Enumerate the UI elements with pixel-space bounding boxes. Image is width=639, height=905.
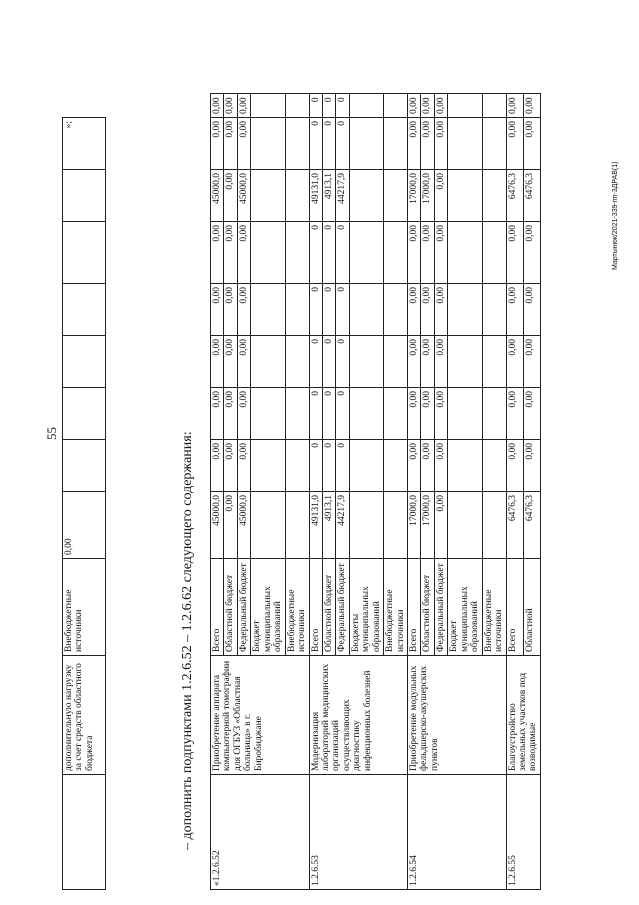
value-cell bbox=[251, 222, 285, 284]
value-cell bbox=[349, 492, 383, 559]
value-cell: 4913,1 bbox=[322, 170, 335, 222]
value-cell: 0 bbox=[309, 222, 322, 284]
source-label: Областной бюджет bbox=[322, 559, 335, 656]
value-cell: 49131,0 bbox=[309, 492, 322, 559]
value-cell: 6476,3 bbox=[523, 492, 540, 559]
value-cell bbox=[448, 222, 482, 284]
page-number: 55 bbox=[44, 427, 59, 440]
value-cell: 0 bbox=[322, 388, 335, 440]
value-cell bbox=[384, 222, 408, 284]
source-label: Областной bbox=[523, 559, 540, 656]
main-table bbox=[210, 93, 541, 890]
value-cell: 0,00 bbox=[211, 336, 224, 388]
value-cell: 0,00 bbox=[434, 118, 447, 170]
value-cell bbox=[482, 170, 506, 222]
value-cell: 6476,3 bbox=[506, 170, 523, 222]
table-row bbox=[506, 94, 523, 890]
value-cell: 0 bbox=[322, 284, 335, 336]
value-cell bbox=[384, 336, 408, 388]
value-cell: 0 bbox=[309, 118, 322, 170]
value-cell: 0,00 bbox=[237, 118, 250, 170]
value-cell: 0,00 bbox=[434, 492, 447, 559]
table-row bbox=[408, 94, 421, 890]
value-cell bbox=[349, 94, 383, 118]
top-table bbox=[62, 117, 106, 890]
value-cell bbox=[349, 440, 383, 492]
source-label: Бюджеты муниципальных образований bbox=[349, 559, 383, 656]
value-cell: 0,00 bbox=[523, 440, 540, 492]
value-cell: 0,00 bbox=[523, 94, 540, 118]
value-cell bbox=[448, 170, 482, 222]
rotated-page bbox=[62, 40, 582, 890]
value-cell: 0 bbox=[309, 94, 322, 118]
row-name: Модернизация лабораторий медицинских организаций осуществляющих диагностику инфекционных болезней bbox=[309, 656, 408, 775]
value-cell bbox=[349, 170, 383, 222]
value-cell bbox=[285, 118, 309, 170]
value-cell bbox=[384, 118, 408, 170]
top-row-source: Внебюджетные источники bbox=[63, 559, 106, 656]
source-label: Бюджет муниципальных образований bbox=[251, 559, 285, 656]
value-cell bbox=[251, 170, 285, 222]
source-label: Федеральный бюджет bbox=[336, 559, 349, 656]
value-cell bbox=[448, 336, 482, 388]
value-cell: 0,00 bbox=[224, 336, 237, 388]
source-label: Всего bbox=[211, 559, 224, 656]
value-cell: 0,00 bbox=[421, 94, 434, 118]
value-cell bbox=[482, 94, 506, 118]
footer-code: Мартынюк/2021-339-пп-3ДРАВ(1) bbox=[612, 161, 619, 270]
value-cell: 0,00 bbox=[421, 222, 434, 284]
row-id: «1.2.6.52 bbox=[211, 775, 310, 890]
value-cell bbox=[384, 170, 408, 222]
row-name: Приобретение аппарата компьютерной томографии для ОГБУЗ «Областная больница» в г. Биробиджане bbox=[211, 656, 310, 775]
row-name: Приобретение модульных фельдшерско-акушерских пунктов bbox=[408, 656, 507, 775]
value-cell bbox=[482, 336, 506, 388]
value-cell: 6476,3 bbox=[523, 170, 540, 222]
value-cell: 0,00 bbox=[408, 222, 421, 284]
value-cell: 0,00 bbox=[506, 284, 523, 336]
value-cell bbox=[448, 388, 482, 440]
value-cell: 0 bbox=[336, 118, 349, 170]
value-cell: 0,00 bbox=[408, 336, 421, 388]
value-cell: 0,00 bbox=[421, 284, 434, 336]
value-cell bbox=[251, 440, 285, 492]
source-label: Федеральный бюджет bbox=[237, 559, 250, 656]
value-cell bbox=[482, 284, 506, 336]
value-cell: 0 bbox=[322, 440, 335, 492]
value-cell: 0,00 bbox=[434, 222, 447, 284]
value-cell bbox=[448, 118, 482, 170]
source-label: Областной бюджет bbox=[224, 559, 237, 656]
value-cell: 0,00 bbox=[408, 284, 421, 336]
value-cell: 0,00 bbox=[421, 388, 434, 440]
value-cell bbox=[349, 284, 383, 336]
value-cell bbox=[349, 388, 383, 440]
value-cell: 0,00 bbox=[408, 94, 421, 118]
value-cell: 0,00 bbox=[211, 222, 224, 284]
value-cell: 0,00 bbox=[224, 222, 237, 284]
value-cell: 0,00 bbox=[224, 492, 237, 559]
value-cell bbox=[482, 492, 506, 559]
top-row-tail: »; bbox=[63, 118, 106, 170]
value-cell bbox=[349, 118, 383, 170]
value-cell bbox=[384, 94, 408, 118]
value-cell: 17000,0 bbox=[408, 492, 421, 559]
value-cell: 17000,0 bbox=[421, 170, 434, 222]
value-cell: 0,00 bbox=[211, 94, 224, 118]
value-cell bbox=[349, 222, 383, 284]
row-id: 1.2.6.55 bbox=[506, 775, 540, 890]
value-cell: 0,00 bbox=[211, 388, 224, 440]
value-cell: 0,00 bbox=[523, 336, 540, 388]
value-cell: 0,00 bbox=[523, 284, 540, 336]
value-cell: 44217,9 bbox=[336, 170, 349, 222]
row-id: 1.2.6.53 bbox=[309, 775, 408, 890]
source-label: Всего bbox=[506, 559, 523, 656]
value-cell bbox=[482, 222, 506, 284]
value-cell: 0,00 bbox=[506, 222, 523, 284]
value-cell bbox=[482, 440, 506, 492]
top-row-label: дополнительную нагрузку за счет средств областного бюджета bbox=[63, 656, 106, 775]
value-cell: 0,00 bbox=[237, 440, 250, 492]
value-cell: 0,00 bbox=[237, 336, 250, 388]
value-cell: 0,00 bbox=[408, 388, 421, 440]
source-label: Всего bbox=[309, 559, 322, 656]
value-cell: 0,00 bbox=[224, 94, 237, 118]
value-cell bbox=[251, 118, 285, 170]
value-cell: 0 bbox=[309, 284, 322, 336]
value-cell bbox=[448, 440, 482, 492]
value-cell: 17000,0 bbox=[408, 170, 421, 222]
value-cell bbox=[448, 284, 482, 336]
value-cell: 0,00 bbox=[506, 388, 523, 440]
source-label: Бюджет муниципальных образований bbox=[448, 559, 482, 656]
value-cell: 0,00 bbox=[237, 222, 250, 284]
value-cell bbox=[285, 170, 309, 222]
value-cell: 45000,0 bbox=[237, 170, 250, 222]
top-row-value: 0,00 bbox=[63, 492, 106, 559]
value-cell: 45000,0 bbox=[237, 492, 250, 559]
value-cell: 0,00 bbox=[434, 336, 447, 388]
value-cell: 0,00 bbox=[523, 222, 540, 284]
value-cell bbox=[384, 284, 408, 336]
value-cell: 0 bbox=[336, 336, 349, 388]
value-cell: 44217,9 bbox=[336, 492, 349, 559]
row-id: 1.2.6.54 bbox=[408, 775, 507, 890]
value-cell: 17000,0 bbox=[421, 492, 434, 559]
value-cell bbox=[482, 118, 506, 170]
value-cell: 0 bbox=[309, 440, 322, 492]
value-cell: 6476,3 bbox=[506, 492, 523, 559]
value-cell: 0,00 bbox=[434, 94, 447, 118]
value-cell: 0,00 bbox=[211, 118, 224, 170]
value-cell: 0,00 bbox=[237, 94, 250, 118]
value-cell bbox=[285, 222, 309, 284]
value-cell: 0,00 bbox=[224, 388, 237, 440]
value-cell: 0 bbox=[336, 440, 349, 492]
value-cell: 0,00 bbox=[523, 388, 540, 440]
value-cell: 0 bbox=[309, 336, 322, 388]
value-cell bbox=[285, 388, 309, 440]
value-cell: 0,00 bbox=[408, 440, 421, 492]
value-cell bbox=[384, 388, 408, 440]
value-cell: 0,00 bbox=[421, 440, 434, 492]
value-cell bbox=[285, 492, 309, 559]
value-cell: 0,00 bbox=[408, 118, 421, 170]
value-cell bbox=[251, 492, 285, 559]
value-cell: 0,00 bbox=[224, 284, 237, 336]
value-cell bbox=[285, 440, 309, 492]
value-cell: 0,00 bbox=[211, 440, 224, 492]
value-cell bbox=[285, 94, 309, 118]
source-label: Всего bbox=[408, 559, 421, 656]
value-cell: 0,00 bbox=[506, 118, 523, 170]
value-cell: 0 bbox=[322, 94, 335, 118]
source-label: Внебюджетные источники bbox=[384, 559, 408, 656]
value-cell bbox=[384, 492, 408, 559]
value-cell: 0,00 bbox=[237, 388, 250, 440]
value-cell: 0,00 bbox=[237, 284, 250, 336]
value-cell: 0 bbox=[309, 388, 322, 440]
value-cell bbox=[285, 336, 309, 388]
value-cell: 0,00 bbox=[421, 118, 434, 170]
intro-text: – дополнить подпунктами 1.2.6.52 – 1.2.6.62 следующего содержания: bbox=[180, 431, 195, 850]
value-cell: 45000,0 bbox=[211, 492, 224, 559]
value-cell bbox=[251, 388, 285, 440]
value-cell: 49131,0 bbox=[309, 170, 322, 222]
value-cell: 0,00 bbox=[211, 284, 224, 336]
value-cell: 0,00 bbox=[506, 94, 523, 118]
value-cell bbox=[285, 284, 309, 336]
value-cell: 0,00 bbox=[434, 170, 447, 222]
value-cell: 0 bbox=[322, 336, 335, 388]
value-cell: 0 bbox=[336, 388, 349, 440]
value-cell: 0 bbox=[322, 118, 335, 170]
source-label: Федеральный бюджет bbox=[434, 559, 447, 656]
value-cell bbox=[384, 440, 408, 492]
table-row bbox=[309, 94, 322, 890]
value-cell: 0,00 bbox=[224, 118, 237, 170]
value-cell: 0 bbox=[322, 222, 335, 284]
value-cell: 4913,1 bbox=[322, 492, 335, 559]
value-cell: 0 bbox=[336, 94, 349, 118]
value-cell: 0,00 bbox=[434, 284, 447, 336]
source-label: Внебюджетные источники bbox=[482, 559, 506, 656]
value-cell: 0 bbox=[336, 222, 349, 284]
value-cell bbox=[251, 94, 285, 118]
value-cell: 0,00 bbox=[421, 336, 434, 388]
value-cell: 0,00 bbox=[434, 388, 447, 440]
value-cell: 0,00 bbox=[506, 440, 523, 492]
value-cell bbox=[251, 284, 285, 336]
value-cell bbox=[482, 388, 506, 440]
table-row bbox=[211, 94, 224, 890]
source-label: Областной бюджет bbox=[421, 559, 434, 656]
value-cell bbox=[448, 94, 482, 118]
value-cell: 0,00 bbox=[224, 440, 237, 492]
value-cell bbox=[349, 336, 383, 388]
row-name: Благоустройство земельных участков под возводимые bbox=[506, 656, 540, 775]
value-cell: 45000,0 bbox=[211, 170, 224, 222]
value-cell bbox=[251, 336, 285, 388]
value-cell: 0,00 bbox=[506, 336, 523, 388]
value-cell: 0,00 bbox=[224, 170, 237, 222]
value-cell bbox=[448, 492, 482, 559]
source-label: Внебюджетные источники bbox=[285, 559, 309, 656]
value-cell: 0,00 bbox=[434, 440, 447, 492]
value-cell: 0,00 bbox=[523, 118, 540, 170]
value-cell: 0 bbox=[336, 284, 349, 336]
